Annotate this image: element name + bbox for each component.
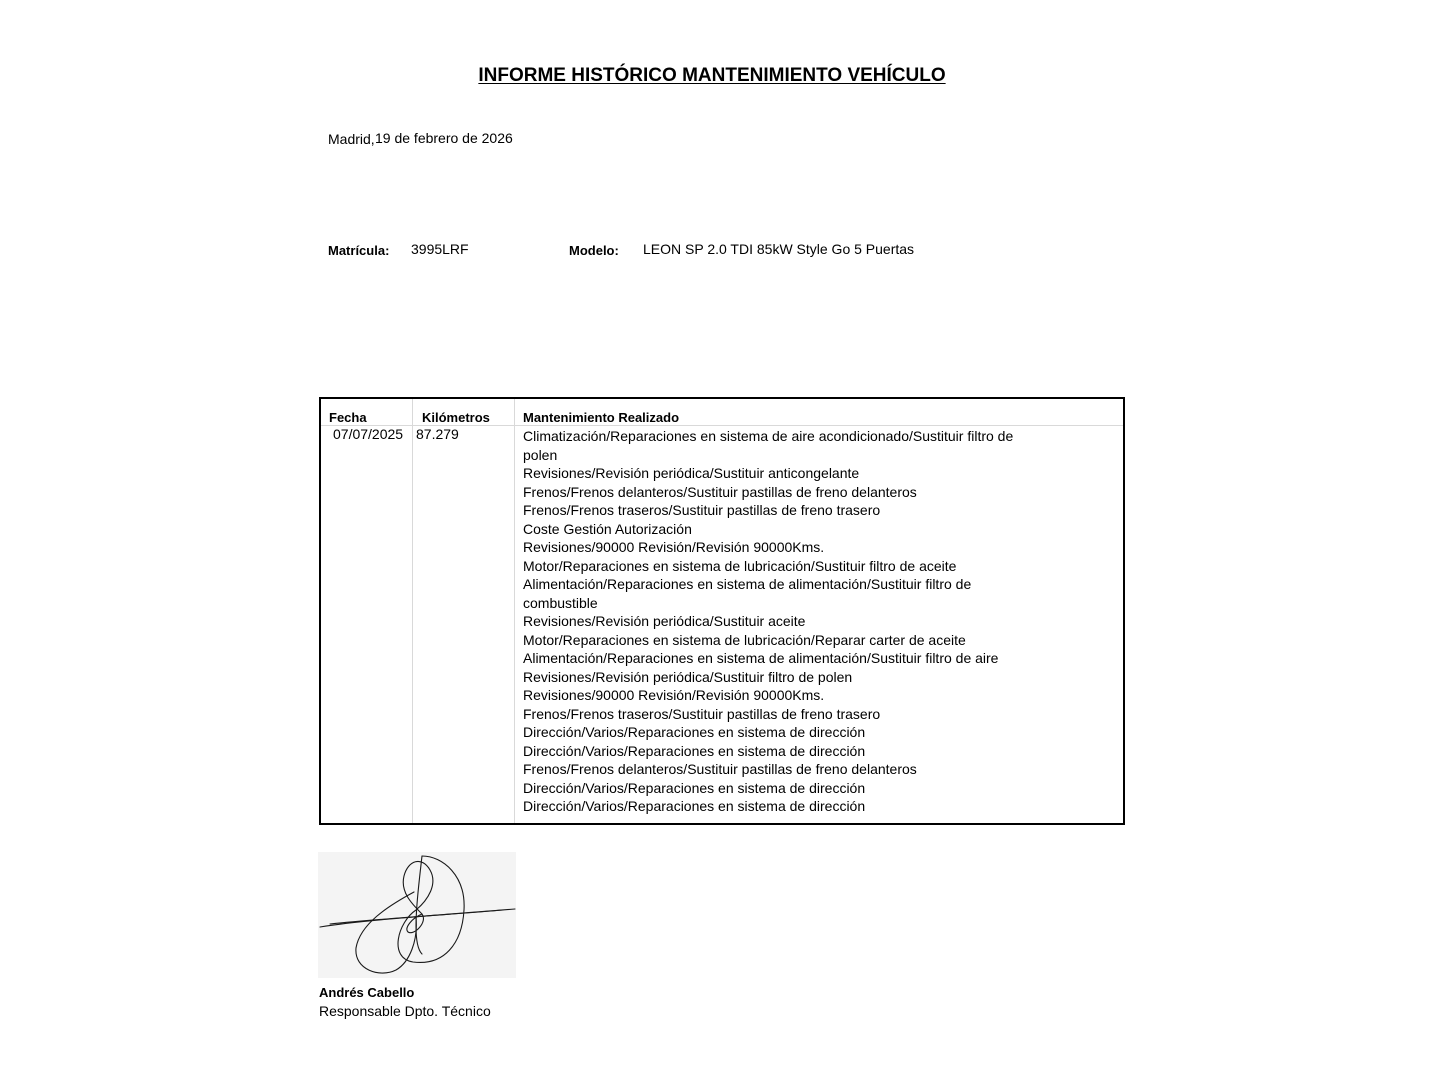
document-title: INFORME HISTÓRICO MANTENIMIENTO VEHÍCULO [478,65,946,86]
model-label: Modelo: [569,243,619,258]
header-maintenance: Mantenimiento Realizado [523,410,680,425]
maintenance-item: Revisiones/Revisión periódica/Sustituir aceite [523,613,806,629]
maintenance-item: Alimentación/Reparaciones en sistema de alimentación/Sustituir filtro de aire [523,650,999,666]
header-date: Fecha [329,410,367,425]
maintenance-table [319,397,1125,825]
maintenance-item: Frenos/Frenos traseros/Sustituir pastillas de freno trasero [523,502,881,518]
maintenance-item: Revisiones/90000 Revisión/Revisión 90000Kms. [523,687,825,703]
column-divider [412,399,413,823]
maintenance-item: Dirección/Varios/Reparaciones en sistema de dirección [523,798,866,814]
maintenance-operations-list [523,427,1023,816]
maintenance-item: Alimentación/Reparaciones en sistema de alimentación/Sustituir filtro de combustible [523,576,972,611]
column-divider [514,399,515,823]
row-km: 87.279 [416,426,459,442]
maintenance-item: Dirección/Varios/Reparaciones en sistema de dirección [523,724,866,740]
maintenance-item: Climatización/Reparaciones en sistema de aire acondicionado/Sustituir filtro de polen [523,428,1014,463]
plate-value: 3995LRF [411,241,469,257]
maintenance-item: Revisiones/Revisión periódica/Sustituir filtro de polen [523,668,853,685]
maintenance-item: Dirección/Varios/Reparaciones en sistema de dirección [523,742,866,759]
signatory-name: Andrés Cabello [319,985,415,1000]
maintenance-item: Revisiones/Revisión periódica/Sustituir anticongelante [523,465,860,481]
signatory-role: Responsable Dpto. Técnico [319,1003,491,1019]
row-date: 07/07/2025 [333,426,404,442]
maintenance-item: Frenos/Frenos delanteros/Sustituir pastillas de freno delanteros [523,483,917,500]
maintenance-item: Frenos/Frenos traseros/Sustituir pastillas de freno trasero [523,705,881,722]
document-place: Madrid, [328,131,375,147]
signature-image [318,852,516,978]
maintenance-item: Coste Gestión Autorización [523,520,692,537]
maintenance-item: Dirección/Varios/Reparaciones en sistema de dirección [523,779,866,796]
document-date: 19 de febrero de 2026 [375,130,513,146]
maintenance-item: Frenos/Frenos delanteros/Sustituir pastillas de freno delanteros [523,761,917,777]
maintenance-item: Revisiones/90000 Revisión/Revisión 90000Kms. [523,539,825,555]
maintenance-item: Motor/Reparaciones en sistema de lubricación/Sustituir filtro de aceite [523,557,957,574]
maintenance-item: Motor/Reparaciones en sistema de lubricación/Reparar carter de aceite [523,631,966,648]
plate-label: Matrícula: [328,243,390,258]
header-km: Kilómetros [422,410,490,425]
model-value: LEON SP 2.0 TDI 85kW Style Go 5 Puertas [643,241,915,257]
